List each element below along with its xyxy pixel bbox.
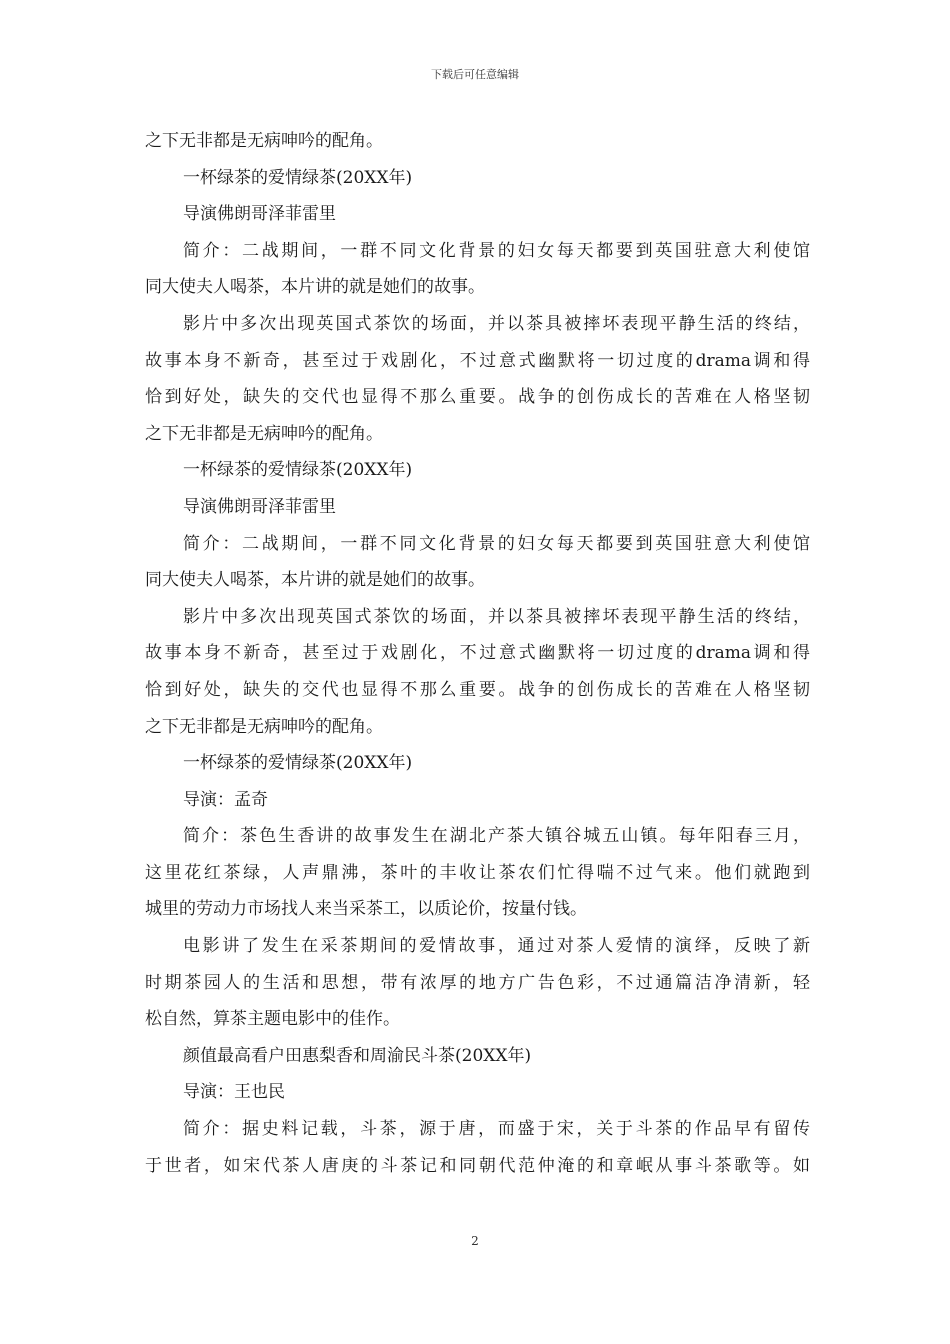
text-line: 简介：二战期间，一群不同文化背景的妇女每天都要到英国驻意大利使馆 [183,240,810,261]
text-line: 之下无非都是无病呻吟的配角。 [145,131,383,151]
text-line: 简介：二战期间，一群不同文化背景的妇女每天都要到英国驻意大利使馆 [183,533,810,554]
page-number: 2 [471,1234,479,1248]
text-line: 于世者，如宋代茶人唐庚的斗茶记和同朝代范仲淹的和章岷从事斗茶歌等。如 [145,1155,810,1176]
text-line: 恰到好处，缺失的交代也显得不那么重要。战争的创伤成长的苦难在人格坚韧 [145,679,810,700]
text-line: 影片中多次出现英国式茶饮的场面，并以茶具被摔坏表现平静生活的终结， [183,313,810,334]
text-line: 导演：孟奇 [183,789,268,810]
text-line: 之下无非都是无病呻吟的配角。 [145,716,383,737]
text-line: 导演：王也民 [183,1082,285,1103]
text-line: 简介：据史料记载，斗茶，源于唐，而盛于宋，关于斗茶的作品早有留传 [183,1119,810,1140]
text-line: 简介：茶色生香讲的故事发生在湖北产茶大镇谷城五山镇。每年阳春三月， [183,826,810,847]
text-line: 松自然，算茶主题电影中的佳作。 [145,1009,400,1030]
text-line: 故事本身不新奇，甚至过于戏剧化，不过意式幽默将一切过度的drama调和得 [145,643,810,664]
text-line: 城里的劳动力市场找人来当采茶工，以质论价，按量付钱。 [145,899,587,920]
text-line: 同大使夫人喝茶，本片讲的就是她们的故事。 [145,277,485,298]
document-body [145,123,810,1184]
text-line: 一杯绿茶的爱情绿茶(20XX年) [183,753,413,774]
text-line: 故事本身不新奇，甚至过于戏剧化，不过意式幽默将一切过度的drama调和得 [145,350,810,371]
text-line: 颜值最高看户田惠梨香和周渝民斗茶(20XX年) [183,1045,532,1066]
text-line: 导演佛朗哥泽菲雷里 [183,496,336,517]
text-line: 之下无非都是无病呻吟的配角。 [145,423,383,444]
text-line: 一杯绿茶的爱情绿茶(20XX年) [183,167,413,188]
page-header: 下载后可任意编辑 [431,68,519,81]
text-line: 恰到好处，缺失的交代也显得不那么重要。战争的创伤成长的苦难在人格坚韧 [145,387,810,408]
text-line: 导演佛朗哥泽菲雷里 [183,204,336,225]
text-line: 电影讲了发生在采茶期间的爱情故事，通过对茶人爱情的演绎，反映了新 [183,936,810,957]
text-line: 时期茶园人的生活和思想，带有浓厚的地方广告色彩，不过通篇洁净清新，轻 [145,972,810,993]
text-line: 一杯绿茶的爱情绿茶(20XX年) [183,460,413,481]
text-line: 同大使夫人喝茶，本片讲的就是她们的故事。 [145,570,485,591]
text-line: 影片中多次出现英国式茶饮的场面，并以茶具被摔坏表现平静生活的终结， [183,606,810,627]
text-line: 这里花红茶绿，人声鼎沸，茶叶的丰收让茶农们忙得喘不过气来。他们就跑到 [145,862,810,883]
